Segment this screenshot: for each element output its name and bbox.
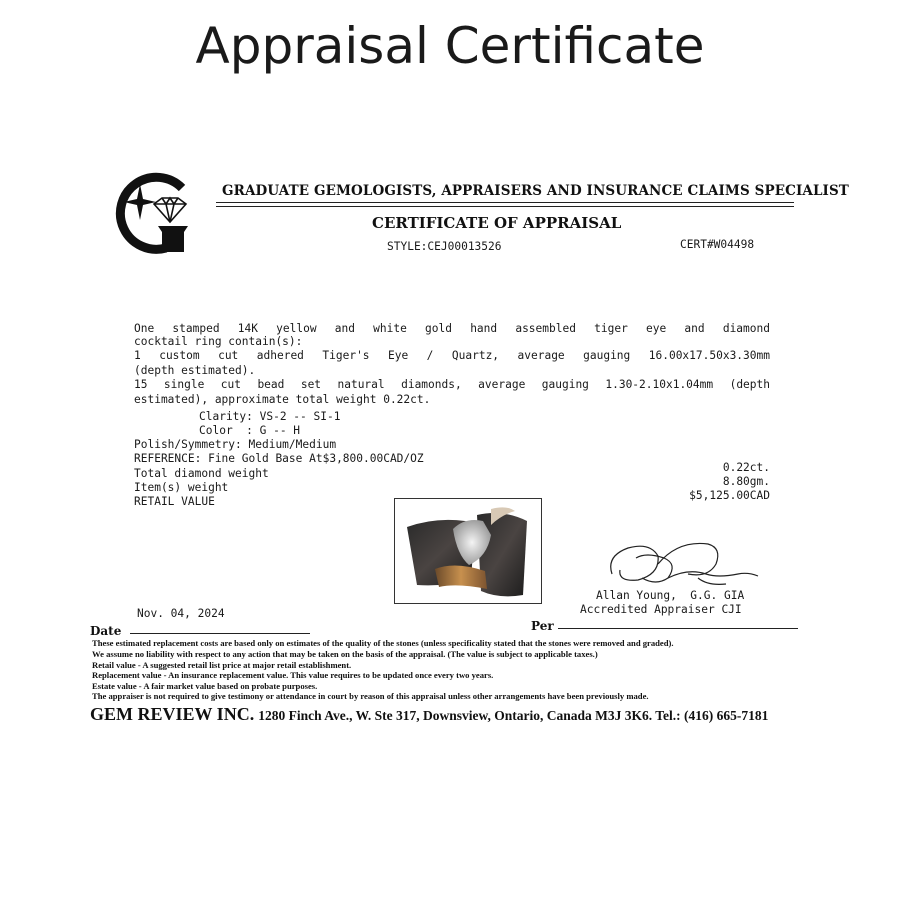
disclaimer-line: Replacement value - An insurance replacement value. This value requires to be updated once every two years. bbox=[92, 670, 494, 680]
date-signature-line bbox=[130, 633, 310, 634]
per-signature-line bbox=[558, 628, 798, 629]
appraiser-name: Allan Young, G.G. GIA bbox=[596, 589, 745, 602]
company-name: GEM REVIEW INC. bbox=[90, 704, 255, 724]
description-line: One stamped 14K yellow and white gold hand assembled tiger eye and diamond bbox=[134, 322, 770, 335]
cert-number: CERT#W04498 bbox=[680, 238, 755, 251]
description-line: (depth estimated). bbox=[134, 364, 256, 377]
page-title: Appraisal Certificate bbox=[195, 17, 705, 75]
total-diamond-weight-value: 0.22ct. bbox=[722, 461, 770, 474]
item-weight-value: 8.80gm. bbox=[722, 475, 770, 488]
total-diamond-weight-label: Total diamond weight bbox=[134, 467, 269, 480]
appraiser-title: Accredited Appraiser CJI bbox=[580, 603, 742, 616]
company-address: 1280 Finch Ave., W. Ste 317, Downsview, Ontario, Canada M3J 3K6. Tel.: (416) 665-7181 bbox=[258, 708, 769, 723]
retail-value-amount: $5,125.00CAD bbox=[689, 489, 770, 502]
clarity-grade: Clarity: VS-2 -- SI-1 bbox=[199, 410, 341, 423]
appraisal-date: Nov. 04, 2024 bbox=[137, 607, 225, 620]
style-number: STYLE:CEJ00013526 bbox=[387, 240, 502, 253]
description-line: cocktail ring contain(s): bbox=[134, 335, 303, 348]
company-footer bbox=[90, 704, 768, 725]
diamond-gem-logo-icon bbox=[110, 168, 192, 254]
gold-reference: REFERENCE: Fine Gold Base At$3,800.00CAD/OZ bbox=[134, 452, 424, 465]
header-rule-top bbox=[216, 202, 794, 203]
item-weight-label: Item(s) weight bbox=[134, 481, 229, 494]
description-line: estimated), approximate total weight 0.22ct. bbox=[134, 393, 431, 406]
disclaimer-line: These estimated replacement costs are based only on estimates of the quality of the stones (unless specificality stated that the stones were removed and graded). bbox=[92, 638, 674, 648]
disclaimer-line: Estate value - A fair market value based on probate purposes. bbox=[92, 681, 318, 691]
per-label: Per bbox=[531, 619, 554, 633]
company-tagline: GRADUATE GEMOLOGISTS, APPRAISERS AND INSURANCE CLAIMS SPECIALIST bbox=[222, 183, 849, 199]
ring-photo bbox=[394, 498, 542, 604]
disclaimer-line: We assume no liability with respect to any action that may be taken on the basis of the appraisal. (The value is subject to applicable taxes.) bbox=[92, 649, 598, 659]
retail-value-label: RETAIL VALUE bbox=[134, 495, 215, 508]
disclaimer-line: Retail value - A suggested retail list price at major retail establishment. bbox=[92, 660, 352, 670]
disclaimer-line: The appraiser is not required to give testimony or attendance in court by reason of this appraisal unless other arrangements have been previously made. bbox=[92, 691, 649, 701]
certificate-title: CERTIFICATE OF APPRAISAL bbox=[372, 214, 622, 232]
header-rule-bottom bbox=[216, 206, 794, 207]
color-grade: Color : G -- H bbox=[199, 424, 301, 437]
description-line: 1 custom cut adhered Tiger's Eye / Quartz, average gauging 16.00x17.50x3.30mm bbox=[134, 349, 770, 362]
polish-symmetry: Polish/Symmetry: Medium/Medium bbox=[134, 438, 337, 451]
handwritten-signature bbox=[598, 534, 778, 594]
description-line: 15 single cut bead set natural diamonds, average gauging 1.30-2.10x1.04mm (depth bbox=[134, 378, 770, 391]
date-label: Date bbox=[90, 624, 122, 638]
